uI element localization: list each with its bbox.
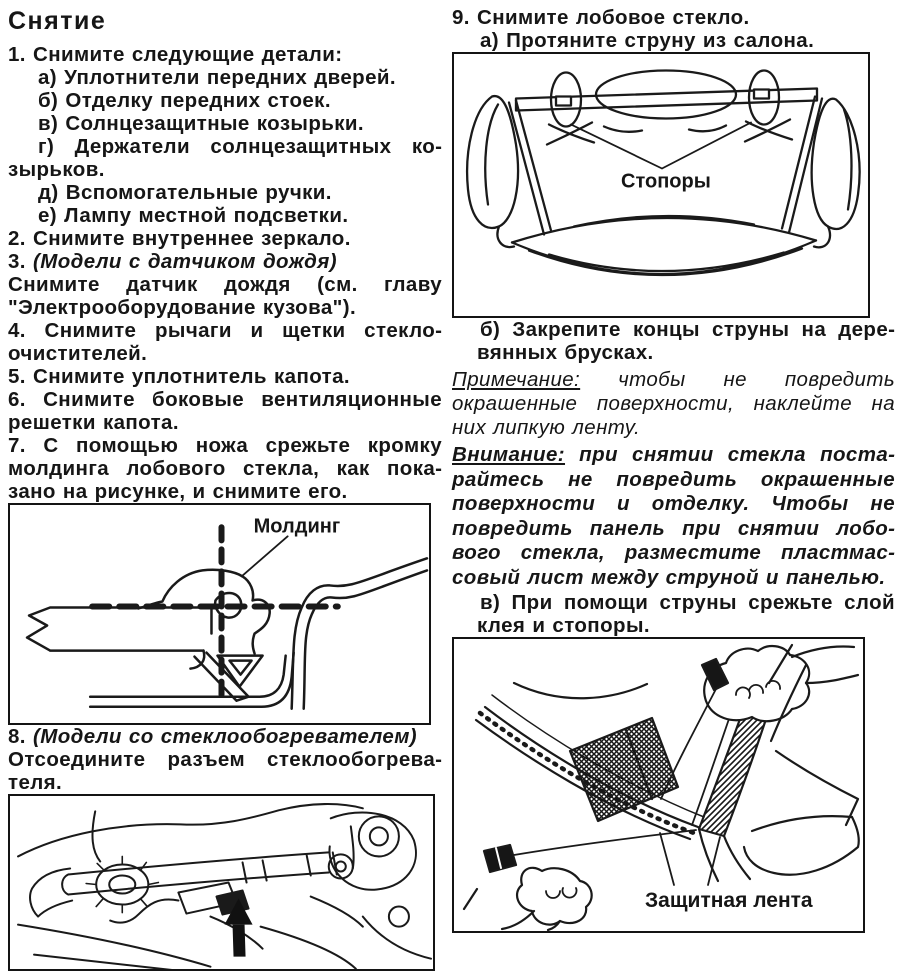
figure-windshield-stoppers [452,52,870,318]
stoppers-leader-lines [571,123,751,169]
figure-protective-tape [452,637,865,933]
step-3-text: Снимите датчик дождя (см. главу "Электрооборудование кузова"). [8,273,442,319]
corner-below-lines [699,829,750,881]
stoppers-label: Стопоры [621,170,711,193]
cowl-lens-arcs [512,216,816,275]
grommet-ribs [86,856,158,912]
step-1: 1. Снимите следующие детали: [8,43,343,66]
figure-heater-connector [8,794,435,971]
corner-joins [497,227,830,248]
cowl-drawing [10,796,433,969]
step-2: 2. Снимите внутреннее зеркало. [8,227,351,250]
step-9a: а) Протяните струну из салона. [480,29,815,52]
step-9c: в) При помощи струны срежьте слой клея и стопоры. [477,591,895,637]
motor-crank-inner [370,827,388,845]
panel-flange [90,653,293,707]
cutting-wire-bottom [514,830,696,855]
cowl-top-edge [18,804,363,856]
cowl-linework [18,804,431,969]
protective-tape-label: Защитная лента [645,889,813,912]
windshield-drawing [454,54,868,316]
left-column [8,6,442,971]
molding-leader-line [242,536,288,576]
step-3-model-note: (Модели с датчиком дождя) [33,250,337,273]
fender-outline [744,816,859,875]
note-text: чтобы не повредить окрашенные поверхности, наклейте на них липкую ленту. [452,368,895,439]
molding-drawing [10,505,429,723]
step-8 [8,725,442,748]
step-8-text: Отсоедините разъем стеклообогревателя. [8,748,442,794]
glass-edge-right [782,97,822,233]
motor-bolt-inner [336,861,346,871]
bolt-right [389,907,409,927]
warning-label: Внимание: [452,443,566,466]
step-3-number: 3. [8,250,33,273]
step-1d: г) Держатели солнцезащитных козырьков. [8,135,442,181]
step-8-number: 8. [8,725,33,748]
step-4: 4. Снимите рычаги и щетки стеклоочистителей. [8,319,442,365]
step-9b: б) Закрепите концы струны на деревянных брусках. [477,318,895,364]
step-7: 7. С помощью ножа срежьте кромку молдинга лобового стекла, как показано на рисунке, и снимите его. [8,434,442,503]
step-6: 6. Снимите боковые вентиляционные решетки капота. [8,388,442,434]
cowl-lower-lines [18,917,431,969]
hood-line-upper-left [514,683,647,698]
warning-paragraph [452,443,895,590]
tape-linework [464,645,859,930]
body-panel [292,558,427,708]
molding-label: Молдинг [253,515,341,538]
grommet-inner [109,875,135,893]
section-title: Снятие [8,7,107,35]
stopper-clip-left [556,97,571,106]
figure-molding-cross-section [8,503,431,725]
step-1a: а) Уплотнители передних дверей. [38,66,396,89]
step-9: 9. Снимите лобовое стекло. [452,6,750,29]
note-paragraph [452,368,895,440]
motor-crank-outer [359,816,399,856]
step-3 [8,250,442,273]
right-column [452,6,895,933]
stopper-clip-right [754,90,769,99]
glass-edge-left [509,101,551,235]
step-1f: е) Лампу местной подсветки. [38,204,349,227]
body-line-right [776,751,858,825]
smile-arcs [604,126,726,132]
step-5: 5. Снимите уплотнитель капота. [8,365,351,388]
step-8-model-note: (Модели со стеклообогревателем) [33,725,418,748]
molding-linework [27,527,427,708]
tape-leader-lines [660,833,720,885]
glued-area-dark [570,718,678,821]
step-1c: в) Солнцезащитные козырьки. [38,112,365,135]
molding-profile [138,570,269,654]
warning-text: при снятии стекла постарайтесь не повредить окрашенные поверхности и отделку. Чтобы не повредить панель при снятии лобового стекла, разместите пластмассовый лист между струной и панелью. [452,443,895,589]
pillar-right [812,99,860,229]
step-1b: б) Отделку передних стоек. [38,89,331,112]
step-1e: д) Вспомогательные ручки. [38,181,332,204]
pillar-left [467,96,518,228]
glass-edge [27,607,211,650]
tape-drawing [454,639,863,931]
note-label: Примечание: [452,368,581,391]
